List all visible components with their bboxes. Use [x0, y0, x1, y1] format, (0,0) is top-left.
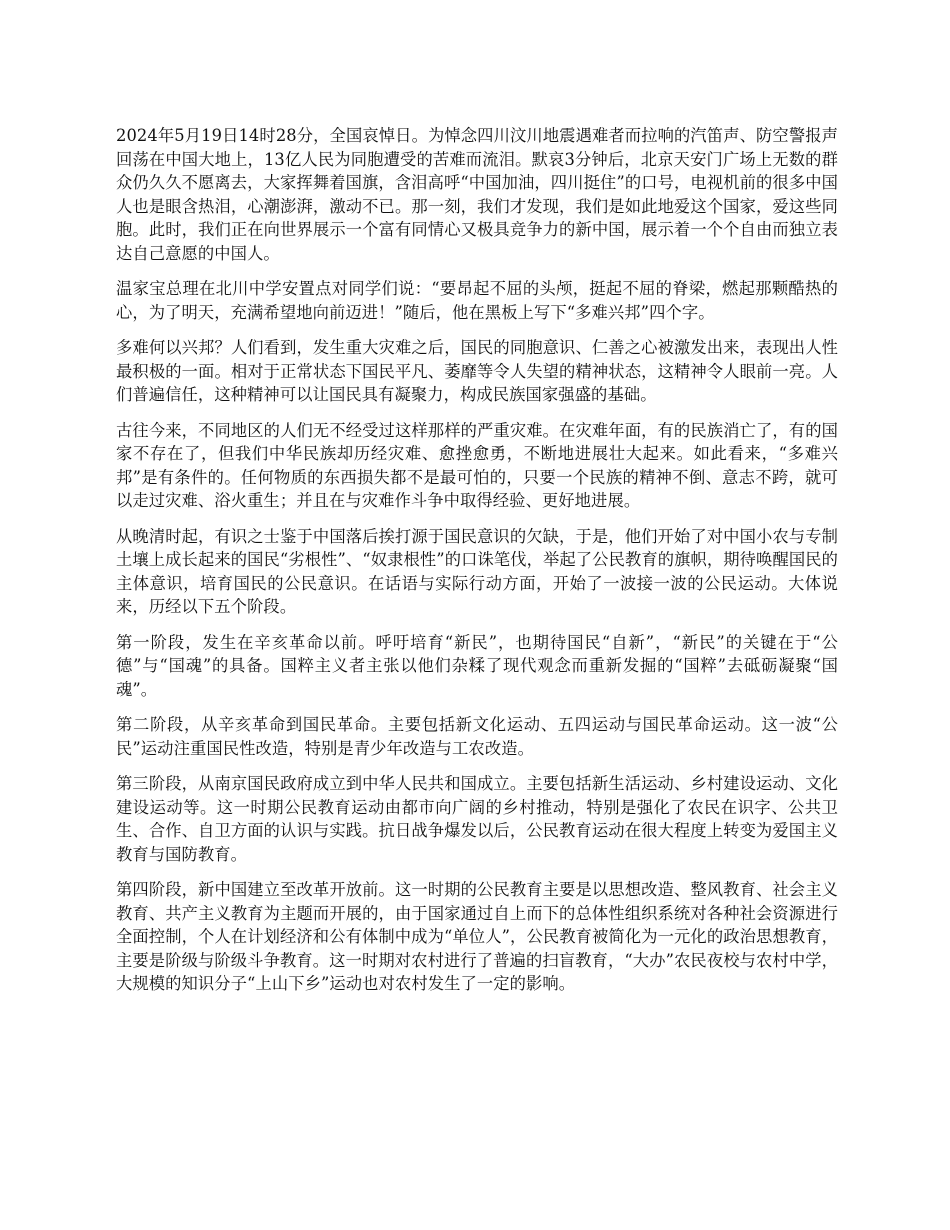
paragraph-9: 第四阶段，新中国建立至改革开放前。这一时期的公民教育主要是以思想改造、整风教育、社会主义教育、共产主义教育为主题而开展的，由于国家通过自上而下的总体性组织系统对各种社会资源进行全面控制，个人在计划经济和公有体制中成为“单位人”，公民教育被简化为一元化的政治思想教育，主要是阶级与阶级斗争教育。这一时期对农村进行了普遍的扫盲教育，“大办”农民夜校与农村中学，大规模的知识分子“上山下乡”运动也对农村发生了一定的影响。	[116, 880, 838, 993]
paragraph-3: 多难何以兴邦？人们看到，发生重大灾难之后，国民的同胞意识、仁善之心被激发出来，表现出人性最积极的一面。相对于正常状态下国民平凡、萎靡等令人失望的精神状态，这精神令人眼前一亮。人们普遍信任，这种精神可以让国民具有凝聚力，构成民族国家强盛的基础。	[116, 338, 838, 404]
paragraph-6: 第一阶段，发生在辛亥革命以前。呼吁培育“新民”，也期待国民“自新”，“新民”的关键在于“公德”与“国魂”的具备。国粹主义者主张以他们杂糅了现代观念而重新发掘的“国粹”去砥砺凝聚“国魂”。	[116, 632, 838, 699]
paragraph-4: 古往今来，不同地区的人们无不经受过这样那样的严重灾难。在灾难年面，有的民族消亡了，有的国家不存在了，但我们中华民族却历经灾难、愈挫愈勇，不断地进展壮大起来。如此看来，“多难兴邦”是有条件的。任何物质的东西损失都不是最可怕的，只要一个民族的精神不倒、意志不跨，就可以走过灾难、浴火重生；并且在与灾难作斗争中取得经验、更好地进展。	[116, 420, 838, 510]
document-body	[116, 124, 838, 1008]
paragraph-7: 第二阶段，从辛亥革命到国民革命。主要包括新文化运动、五四运动与国民革命运动。这一波“公民”运动注重国民性改造，特别是青少年改造与工农改造。	[116, 715, 838, 758]
paragraph-8: 第三阶段，从南京国民政府成立到中华人民共和国成立。主要包括新生活运动、乡村建设运动、文化建设运动等。这一时期公民教育运动由都市向广阔的乡村推动，特别是强化了农民在识字、公共卫生、合作、自卫方面的认识与实践。抗日战争爆发以后，公民教育运动在很大程度上转变为爱国主义教育与国防教育。	[116, 774, 838, 864]
paragraph-2: 温家宝总理在北川中学安置点对同学们说：“要昂起不屈的头颅，挺起不屈的脊梁，燃起那颗酷热的心，为了明天，充满希望地向前迈进！”随后，他在黑板上写下“多难兴邦”四个字。	[116, 279, 838, 322]
paragraph-1: 2024年5月19日14时28分，全国哀悼日。为悼念四川汶川地震遇难者而拉响的汽笛声、防空警报声回荡在中国大地上，13亿人民为同胞遭受的苦难而流泪。默哀3分钟后，北京天安门广场上无数的群众仍久久不愿离去，大家挥舞着国旗，含泪高呼“中国加油，四川挺住”的口号，电视机前的很多中国人也是眼含热泪，心潮澎湃，激动不已。那一刻，我们才发现，我们是如此地爱这个国家，爱这些同胞。此时，我们正在向世界展示一个富有同情心又极具竞争力的新中国，展示着一个个自由而独立表达自己意愿的中国人。	[116, 126, 838, 263]
paragraph-5: 从晚清时起，有识之士鉴于中国落后挨打源于国民意识的欠缺，于是，他们开始了对中国小农与专制土壤上成长起来的国民“劣根性”、“奴隶根性”的口诛笔伐，举起了公民教育的旗帜，期待唤醒国民的主体意识，培育国民的公民意识。在话语与实际行动方面，开始了一波接一波的公民运动。大体说来，历经以下五个阶段。	[116, 526, 838, 616]
